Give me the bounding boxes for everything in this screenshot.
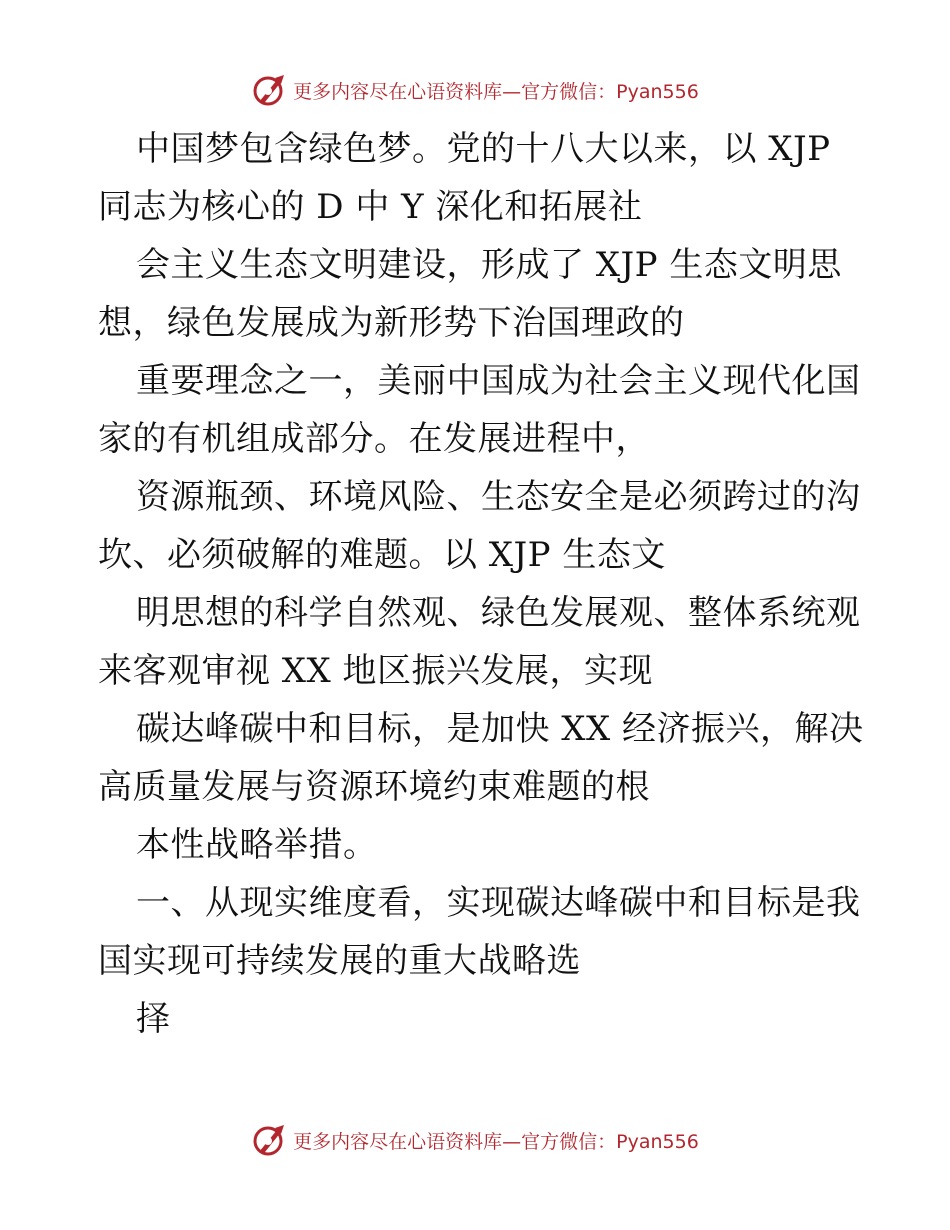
- text-line: 会主义生态文明建设，形成了 XJP 生态文明思: [136, 245, 842, 285]
- text-line: 中国梦包含绿色梦。党的十八大以来，以 XJP: [136, 129, 831, 169]
- text-line: 碳达峰碳中和目标，是加快 XX 经济振兴，解决: [136, 709, 864, 749]
- text-line: 本性战略举措。: [136, 825, 378, 865]
- text-line: 同志为核心的 D 中 Y 深化和拓展社: [98, 187, 643, 227]
- text-line: 来客观审视 XX 地区振兴发展，实现: [98, 651, 654, 691]
- text-line: 重要理念之一，美丽中国成为社会主义现代化国: [136, 361, 861, 401]
- quill-logo-icon: [251, 72, 287, 108]
- text-line: 高质量发展与资源环境约束难题的根: [98, 767, 650, 807]
- text-line: 家的有机组成部分。在发展进程中，: [98, 419, 650, 459]
- text-line: 坎、必须破解的难题。以 XJP 生态文: [98, 535, 666, 575]
- text-line: 明思想的科学自然观、绿色发展观、整体系统观: [136, 593, 861, 633]
- footer-banner-text: 更多内容尽在心语资料库—官方微信：Pyan556: [293, 1130, 699, 1153]
- header-banner: [0, 70, 950, 110]
- footer-banner: [0, 1120, 950, 1160]
- text-line: 国实现可持续发展的重大战略选: [98, 941, 581, 981]
- document-body: [98, 120, 864, 1048]
- text-line: 资源瓶颈、环境风险、生态安全是必须跨过的沟: [136, 477, 861, 517]
- text-line: 一、从现实维度看，实现碳达峰碳中和目标是我: [136, 883, 861, 923]
- quill-logo-icon: [251, 1122, 287, 1158]
- text-line: 想，绿色发展成为新形势下治国理政的: [98, 303, 685, 343]
- text-line: 择: [136, 999, 171, 1039]
- header-banner-text: 更多内容尽在心语资料库—官方微信：Pyan556: [293, 80, 699, 103]
